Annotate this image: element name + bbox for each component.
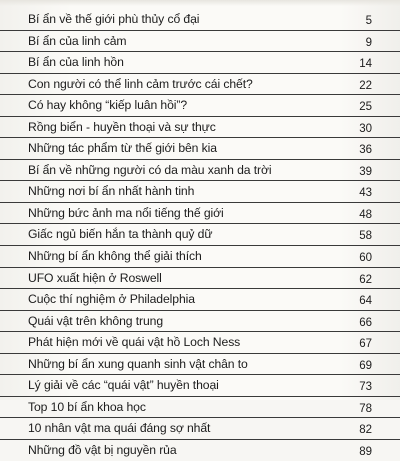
- toc-entry-page: 62: [359, 273, 372, 286]
- toc-entry-title: Những nơi bí ẩn nhất hành tinh: [28, 184, 195, 199]
- toc-entry-page: 66: [359, 316, 372, 329]
- toc-entry-title: Con người có thể linh cảm trước cái chết?: [28, 76, 253, 91]
- toc-entry-page: 69: [359, 359, 372, 372]
- toc-entry-title: Top 10 bí ẩn khoa học: [28, 399, 146, 414]
- toc-entry-title: Giấc ngủ biến hắn ta thành quỷ dữ: [28, 227, 213, 242]
- toc-entry-page: 73: [359, 381, 372, 394]
- toc-entry-page: 5: [365, 15, 372, 27]
- toc-entry-page: 36: [359, 144, 372, 157]
- toc-entry: [0, 354, 400, 376]
- toc-entry: [0, 397, 400, 419]
- toc-entry-title: Những bức ảnh ma nổi tiếng thế giới: [28, 205, 224, 220]
- toc-entry-title: Cuộc thí nghiệm ở Philadelphia: [28, 292, 195, 307]
- toc-entry-title: 10 nhân vật ma quái đáng sợ nhất: [28, 421, 211, 436]
- toc-entry-page: 67: [359, 338, 372, 351]
- toc-entry-page: 78: [359, 402, 372, 415]
- toc-entry-page: 39: [359, 165, 372, 178]
- toc-entry-title: Những đồ vật bị nguyền rủa: [28, 442, 177, 457]
- toc-entry: [0, 268, 400, 290]
- toc-entry: [0, 181, 400, 203]
- toc-entry: [0, 31, 400, 53]
- toc-entry-title: Rồng biển - huyền thoại và sự thực: [28, 119, 216, 134]
- toc-entry: [0, 117, 400, 139]
- toc-entry-title: Bí ẩn của linh cảm: [28, 33, 127, 48]
- toc-entry-title: Phát hiện mới về quái vật hồ Loch Ness: [28, 335, 241, 350]
- toc-entry: [0, 52, 400, 74]
- toc-entry-title: Những bí ẩn không thể giải thích: [28, 249, 202, 264]
- toc-entry-page: 60: [359, 252, 372, 265]
- toc-entry: [0, 160, 400, 182]
- toc-entry-page: 58: [359, 230, 372, 243]
- toc-entry-title: Có hay không “kiếp luân hồi”?: [28, 98, 188, 113]
- toc-entry-page: 82: [359, 424, 372, 437]
- toc-entry-title: Quái vật trên không trung: [28, 313, 164, 328]
- toc-entry-page: 14: [359, 58, 372, 71]
- toc-entry: [0, 95, 400, 117]
- toc-entry-page: 48: [359, 208, 372, 221]
- toc-entry: [0, 246, 400, 268]
- toc-entry-page: 43: [359, 187, 372, 200]
- toc-entry-title: Bí ẩn của linh hồn: [28, 55, 124, 70]
- toc-entry: [0, 138, 400, 160]
- toc-entry-title: Bí ẩn về thế giới phù thủy cổ đại: [28, 12, 200, 26]
- page-top-edge: [0, 0, 400, 6]
- toc-entry: [0, 74, 400, 96]
- toc-entry-title: Lý giải về các “quái vật” huyền thoại: [28, 378, 219, 393]
- toc-entry: [0, 203, 400, 225]
- table-of-contents: [0, 9, 400, 461]
- toc-entry: [0, 418, 400, 440]
- toc-entry-title: Bí ẩn về những người có da màu xanh da trời: [28, 162, 272, 177]
- toc-entry-page: 25: [359, 101, 372, 114]
- toc-entry: [0, 224, 400, 246]
- toc-entry: [0, 440, 400, 461]
- toc-entry: [0, 289, 400, 311]
- toc-entry-title: UFO xuất hiện ở Roswell: [28, 270, 162, 285]
- toc-entry-page: 64: [359, 295, 372, 308]
- toc-entry: [0, 311, 400, 333]
- toc-entry: [0, 332, 400, 354]
- toc-entry-page: 30: [359, 122, 372, 135]
- toc-entry: [0, 375, 400, 397]
- toc-entry-title: Những bí ẩn xung quanh sinh vật chân to: [28, 356, 248, 371]
- toc-entry-title: Những tác phẩm từ thế giới bên kia: [28, 141, 217, 156]
- toc-entry-page: 22: [359, 79, 372, 92]
- toc-entry: [0, 9, 400, 31]
- toc-entry-page: 89: [359, 445, 372, 458]
- toc-entry-page: 9: [365, 36, 372, 49]
